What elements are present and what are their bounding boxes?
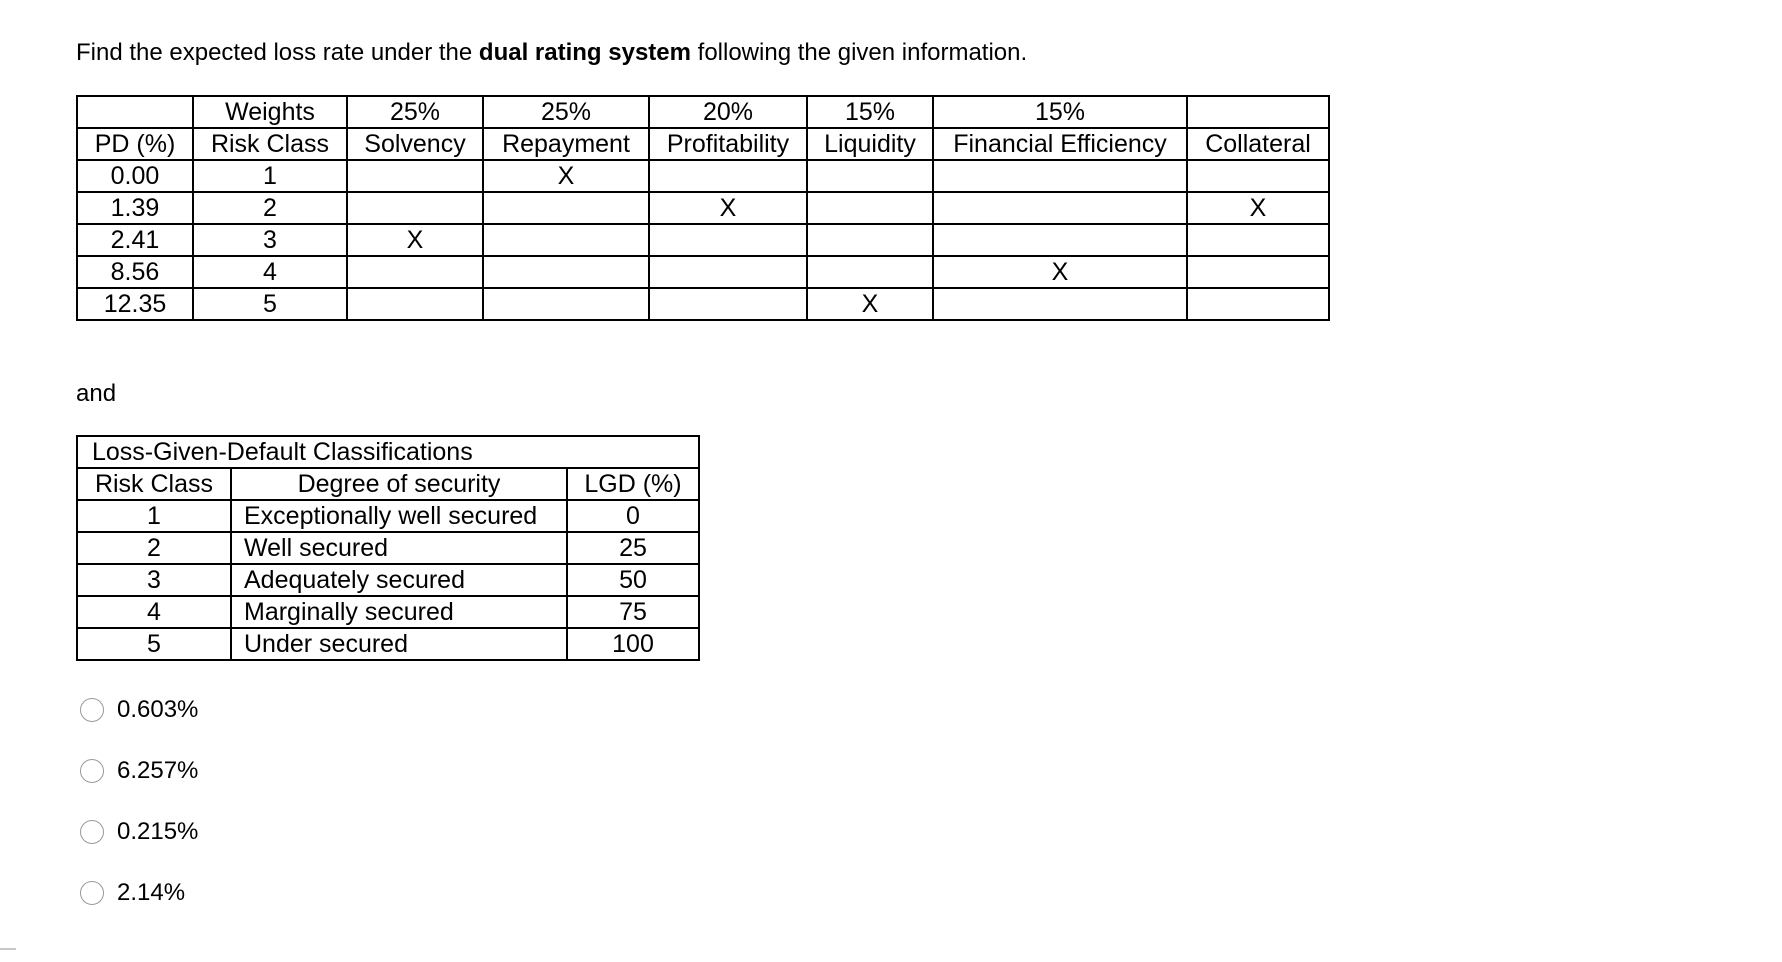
table-cell: 1: [193, 160, 347, 192]
table-cell: [1187, 256, 1329, 288]
table-cell: [649, 224, 807, 256]
risk-class-weights-table: [76, 95, 1330, 321]
table-row: [77, 596, 699, 628]
weights-row: [77, 96, 1329, 128]
column-header: Risk Class: [77, 468, 231, 500]
table-cell: [1187, 224, 1329, 256]
weight-solvency: 25%: [347, 96, 483, 128]
header-row: [77, 468, 699, 500]
table-cell: X: [933, 256, 1187, 288]
column-header: Collateral: [1187, 128, 1329, 160]
answer-option[interactable]: [80, 690, 198, 730]
radio-button[interactable]: [80, 698, 104, 722]
table-cell: 25: [567, 532, 699, 564]
divider: [0, 948, 16, 950]
column-header: Liquidity: [807, 128, 933, 160]
table-cell: [1187, 288, 1329, 320]
column-header: Repayment: [483, 128, 649, 160]
table-cell: 100: [567, 628, 699, 660]
table-cell: [347, 256, 483, 288]
table-cell: [483, 256, 649, 288]
table-cell: 75: [567, 596, 699, 628]
question-suffix: following the given information.: [690, 39, 1028, 66]
table-row: [77, 628, 699, 660]
table-cell: Exceptionally well secured: [231, 500, 567, 532]
table-cell: 2: [77, 532, 231, 564]
connector-text: and: [76, 380, 117, 407]
answer-option[interactable]: [80, 751, 198, 791]
radio-button[interactable]: [80, 820, 104, 844]
weights-label: Weights: [193, 96, 347, 128]
table-row: [77, 532, 699, 564]
table-cell: [933, 224, 1187, 256]
weight-financial-efficiency: 15%: [933, 96, 1187, 128]
table-cell: Adequately secured: [231, 564, 567, 596]
table-cell: [649, 160, 807, 192]
table-cell: [807, 192, 933, 224]
table-cell: X: [1187, 192, 1329, 224]
weight-profitability: 20%: [649, 96, 807, 128]
lgd-classifications-table: [76, 435, 700, 661]
table-cell: 4: [77, 596, 231, 628]
table-cell: [807, 160, 933, 192]
table-row: [77, 192, 1329, 224]
column-header: Risk Class: [193, 128, 347, 160]
table-cell: [1187, 160, 1329, 192]
option-label: 2.14%: [117, 879, 186, 906]
table-row: [77, 224, 1329, 256]
table-cell: 3: [193, 224, 347, 256]
table-cell: [933, 288, 1187, 320]
table-cell: 5: [77, 628, 231, 660]
header-row: [77, 128, 1329, 160]
table-cell: [483, 192, 649, 224]
table-cell: 0.00: [77, 160, 193, 192]
table-title: Loss-Given-Default Classifications: [77, 436, 699, 468]
radio-button[interactable]: [80, 759, 104, 783]
column-header: Profitability: [649, 128, 807, 160]
option-label: 0.603%: [117, 696, 199, 723]
weight-liquidity: 15%: [807, 96, 933, 128]
table-cell: X: [347, 224, 483, 256]
table-cell: 0: [567, 500, 699, 532]
table-cell: 2: [193, 192, 347, 224]
table-cell: 8.56: [77, 256, 193, 288]
table-cell: [347, 288, 483, 320]
table-cell: 5: [193, 288, 347, 320]
table-cell: X: [649, 192, 807, 224]
table-cell: 1: [77, 500, 231, 532]
table-cell: [483, 224, 649, 256]
table-cell: [77, 96, 193, 128]
answer-options: [80, 690, 198, 934]
question-bold-term: dual rating system: [478, 39, 691, 66]
table-cell: Well secured: [231, 532, 567, 564]
table-cell: 3: [77, 564, 231, 596]
table-cell: 1.39: [77, 192, 193, 224]
table-cell: 50: [567, 564, 699, 596]
table-cell: 4: [193, 256, 347, 288]
table-cell: [649, 256, 807, 288]
table-cell: [347, 160, 483, 192]
question-text: [76, 38, 1027, 68]
table-row: [77, 288, 1329, 320]
table-cell: X: [807, 288, 933, 320]
table-cell: Under secured: [231, 628, 567, 660]
column-header: Degree of security: [231, 468, 567, 500]
table-cell: [933, 160, 1187, 192]
table-row: [77, 500, 699, 532]
column-header: Solvency: [347, 128, 483, 160]
option-label: 0.215%: [117, 818, 199, 845]
weight-repayment: 25%: [483, 96, 649, 128]
column-header: PD (%): [77, 128, 193, 160]
table-row: [77, 564, 699, 596]
table-cell: [933, 192, 1187, 224]
radio-button[interactable]: [80, 881, 104, 905]
column-header: Financial Efficiency: [933, 128, 1187, 160]
table-cell: 2.41: [77, 224, 193, 256]
question-prefix: Find the expected loss rate under the: [76, 39, 479, 66]
table-cell: [807, 256, 933, 288]
table-row: [77, 256, 1329, 288]
table-cell: [1187, 96, 1329, 128]
table-cell: X: [483, 160, 649, 192]
column-header: LGD (%): [567, 468, 699, 500]
table-cell: 12.35: [77, 288, 193, 320]
table-cell: [807, 224, 933, 256]
table-cell: Marginally secured: [231, 596, 567, 628]
option-label: 6.257%: [117, 757, 199, 784]
table-cell: [483, 288, 649, 320]
answer-option[interactable]: [80, 873, 198, 913]
answer-option[interactable]: [80, 812, 198, 852]
table-row: [77, 160, 1329, 192]
table-cell: [347, 192, 483, 224]
table-title-row: [77, 436, 699, 468]
table-cell: [649, 288, 807, 320]
